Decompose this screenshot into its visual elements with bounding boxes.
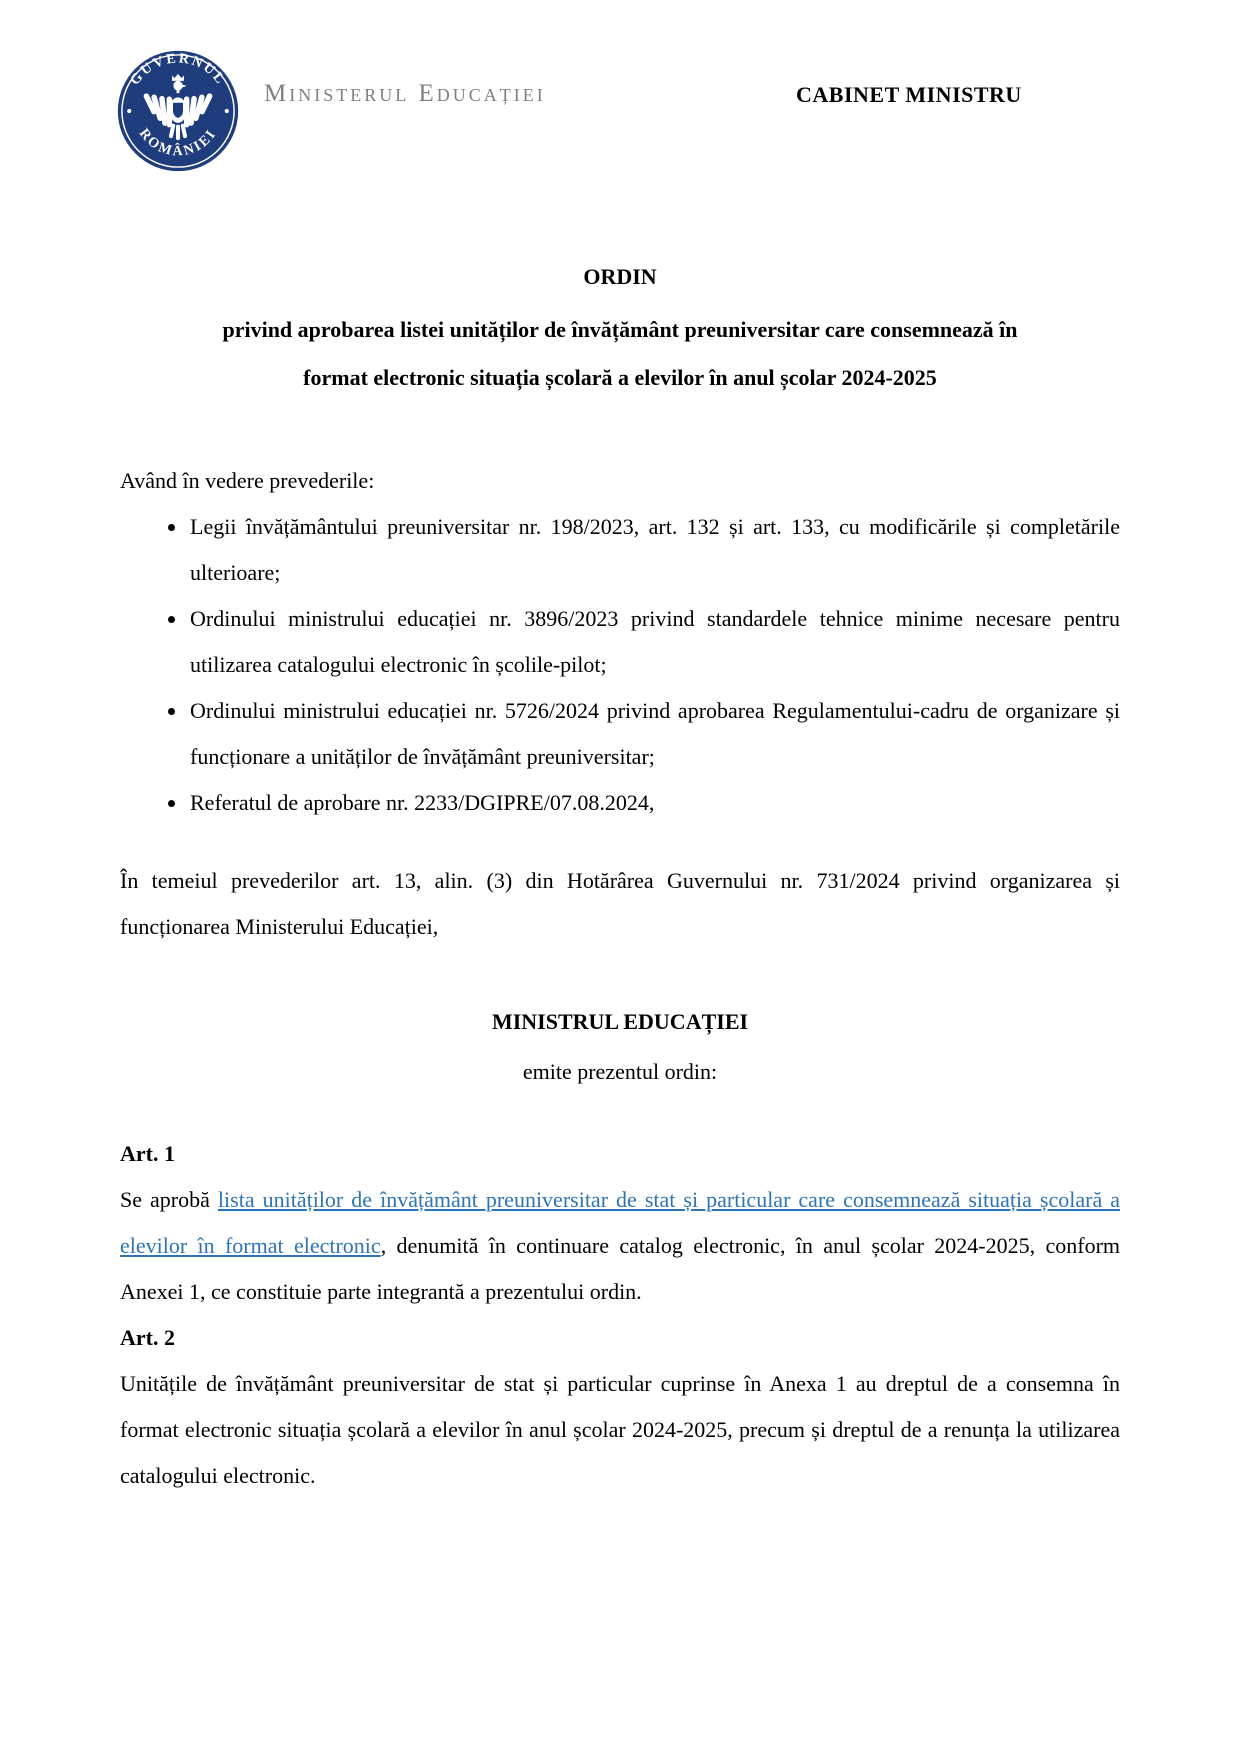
guvernul-romaniei-seal [116, 49, 240, 173]
legal-reference-item-4: • Referatul de aprobare nr. 2233/DGIPRE/07.08.2024, [188, 780, 1120, 826]
annex-list-link[interactable]: lista unităților de învățământ preuniversitar de stat și particular care consemnează situația școlară a elevilor în format electronic [120, 1187, 1121, 1258]
ministry-name: Ministerul Educației [264, 80, 546, 107]
issuer-heading: MINISTRUL EDUCAȚIEI [491, 1009, 749, 1034]
preamble-intro: Având în vedere prevederile: [120, 468, 375, 493]
order-title-line-1: privind aprobarea listei unităților de învățământ preuniversitar care consemnează în [222, 317, 1018, 342]
legal-basis-paragraph: În temeiul prevederilor art. 13, alin. (3) din Hotărârea Guvernului nr. 731/2024 privind organizarea și funcționarea Ministerului Educației, [120, 868, 1120, 939]
legal-reference-item-1: • Legii învățământului preuniversitar nr. 198/2023, art. 132 și art. 133, cu modificările și completările ulterioare; [188, 504, 1120, 596]
article-2-paragraph: Unitățile de învățământ preuniversitar de stat și particular cuprinse în Anexa 1 au dreptul de a consemna în format electronic situația școlară a elevilor în anul școlar 2024-2025, precum și dreptul de a renunța la utilizarea catalogului electronic. [120, 1371, 1120, 1488]
order-title-line-2: format electronic situația școlară a elevilor în anul școlar 2024-2025 [303, 365, 937, 390]
logo-left-dot [127, 109, 131, 113]
article-1-text-before-link: Se aprobă [120, 1187, 218, 1212]
document-header [120, 0, 1120, 170]
enactment-formula: emite prezentul ordin: [522, 1059, 718, 1084]
cabinet-ministru-label: CABINET MINISTRU [796, 82, 1022, 107]
legal-references-list [120, 504, 1120, 826]
document-body [120, 254, 1120, 1499]
article-2-label: Art. 2 [120, 1325, 175, 1350]
logo-right-dot [225, 109, 229, 113]
order-heading: ORDIN [583, 264, 657, 289]
article-1-text-after-link: , denumită în continuare catalog electronic, în anul școlar 2024-2025, conform Anexei 1, ce constituie parte integrantă a prezentului ordin. [120, 1233, 1121, 1304]
logo-bottom-arc-text: ROMÂNIEI [135, 125, 221, 160]
legal-reference-item-3: • Ordinului ministrului educației nr. 5726/2024 privind aprobarea Regulamentului-cadru de organizare și funcționare a unităților de învățământ preuniversitar; [188, 688, 1120, 780]
article-1-label: Art. 1 [120, 1141, 175, 1166]
legal-reference-item-2: • Ordinului ministrului educației nr. 3896/2023 privind standardele tehnice minime necesare pentru utilizarea catalogului electronic în școlile-pilot; [188, 596, 1120, 688]
logo-top-arc-text: GUVERNUL [126, 50, 230, 89]
article-1-paragraph [120, 1177, 1120, 1315]
